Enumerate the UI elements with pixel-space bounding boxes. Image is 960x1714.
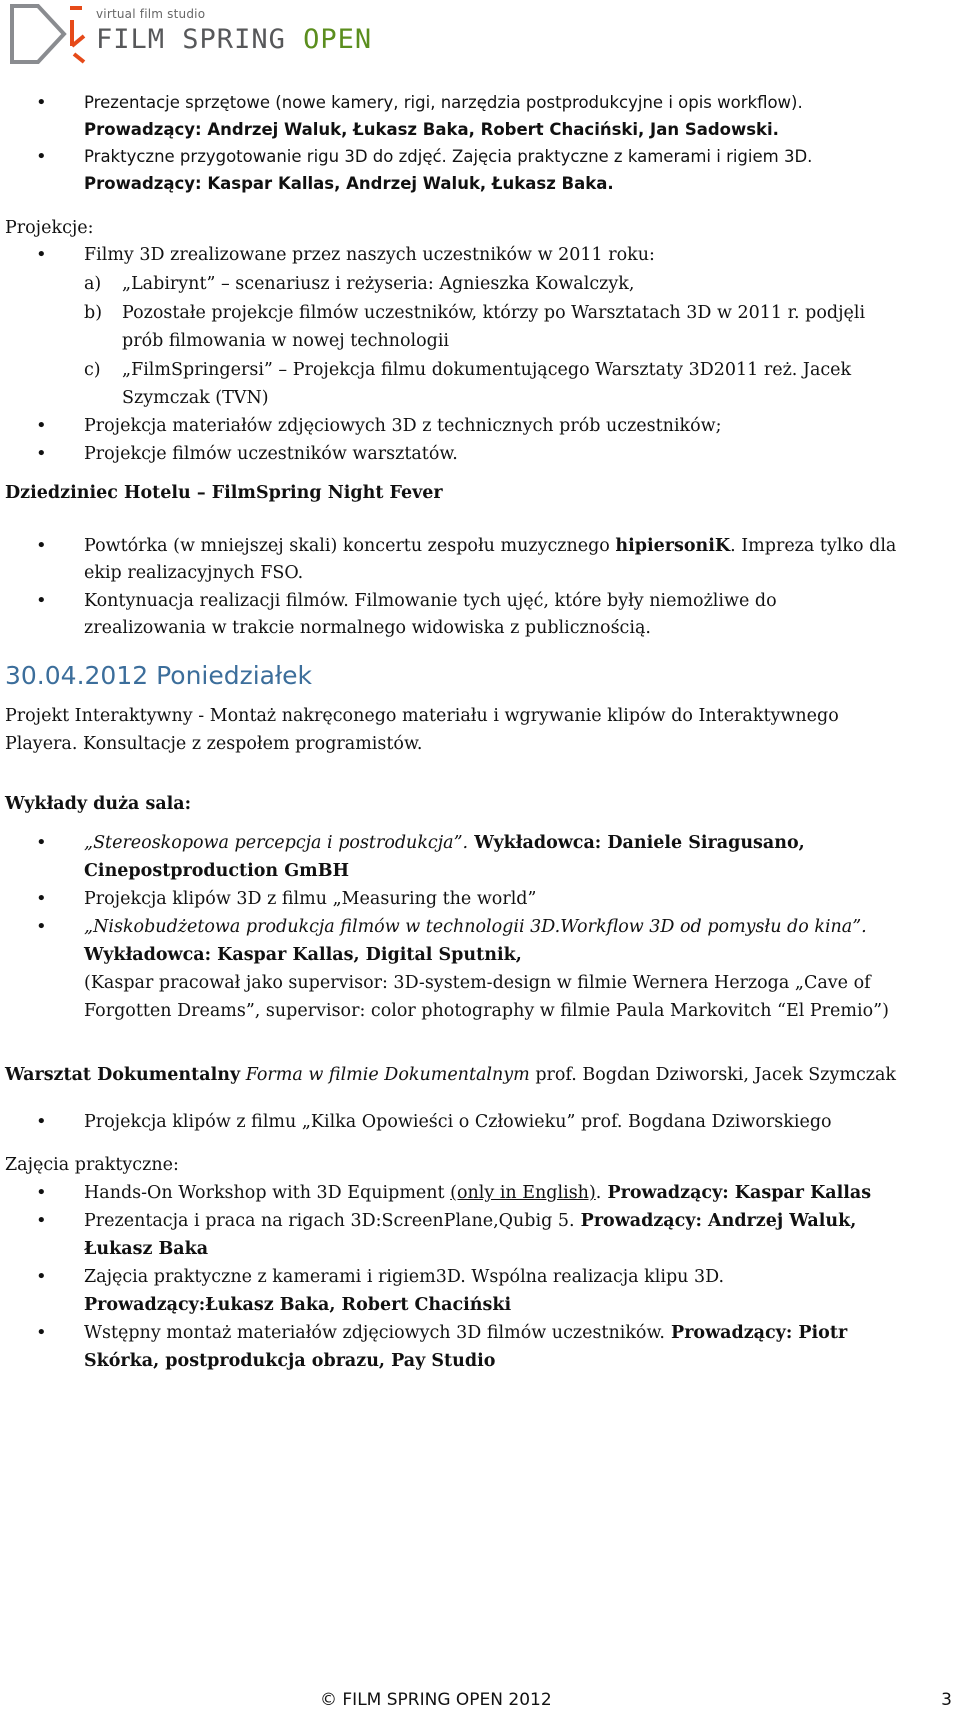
list-item: Filmy 3D zrealizowane przez naszych uczestników w 2011 roku: — [84, 245, 655, 265]
logo-wordmark — [96, 24, 372, 55]
bullet-icon: • — [36, 92, 47, 113]
paragraph-cont: Playera. Konsultacje z zespołem programistów. — [5, 734, 423, 754]
logo-word-spring: SPRING — [182, 24, 286, 55]
list-item-bold — [84, 117, 954, 143]
bullet-icon: • — [36, 535, 47, 556]
logo-word-open: OPEN — [303, 24, 373, 55]
date-day: Poniedziałek — [156, 661, 312, 690]
lecture-title: „Stereoskopowa percepcja i postrodukcja”. — [84, 833, 469, 853]
list-item: Projekcje filmów uczestników warsztatów. — [84, 444, 458, 464]
lecture-title: „Niskobudżetowa produkcja filmów w technologii 3D.Workflow 3D od pomysłu do kina”. — [84, 917, 867, 937]
logo-word-film: FILM — [96, 24, 166, 55]
sub-text-cont: Szymczak (TVN) — [122, 388, 269, 408]
section-heading-warsztat — [5, 1062, 954, 1088]
text: . Impreza tylko dla — [730, 536, 897, 556]
bullet-icon: • — [36, 244, 47, 265]
sub-text: „FilmSpringersi” – Projekcja filmu dokumentującego Warsztaty 3D2011 reż. Jacek — [122, 360, 852, 380]
list-item-bold — [84, 171, 954, 197]
list-item: Zajęcia praktyczne z kamerami i rigiem3D. Wspólna realizacja klipu 3D. — [84, 1267, 725, 1287]
bullet-icon: • — [36, 590, 47, 611]
bullet-icon: • — [36, 443, 47, 464]
list-item-cont: Forgotten Dreams”, supervisor: color photography w filmie Paula Markovitch “El Premio”) — [84, 1001, 889, 1021]
bullet-icon: • — [36, 888, 47, 909]
text: Powtórka (w mniejszej skali) koncertu zespołu muzycznego — [84, 536, 616, 556]
list-item-cont: zrealizowania w trakcie normalnego widowiska z publicznością. — [84, 618, 651, 638]
presenters: Skórka, postprodukcja obrazu, Pay Studio — [84, 1351, 496, 1371]
logo — [8, 2, 373, 68]
list-item — [84, 533, 954, 559]
language-note: (only in English) — [450, 1183, 596, 1203]
list-item — [84, 830, 954, 856]
sub-item-b — [84, 300, 954, 326]
list-item-cont — [84, 1236, 954, 1262]
text: . — [595, 1183, 602, 1203]
list-item: Projekcja materiałów zdjęciowych 3D z technicznych prób uczestników; — [84, 416, 722, 436]
lecturer: Wykładowca: Kaspar Kallas, Digital Sputnik, — [84, 945, 522, 965]
list-item — [84, 914, 954, 940]
text: Wstępny montaż materiałów zdjęciowych 3D filmów uczestników. — [84, 1323, 665, 1343]
presenters: Łukasz Baka — [84, 1239, 209, 1259]
list-item: Praktyczne przygotowanie rigu 3D do zdjęć. Zajęcia praktyczne z kamerami i rigiem 3D. — [84, 147, 813, 166]
paragraph: Projekt Interaktywny - Montaż nakręconego materiału i wgrywanie klipów do Interaktywnego — [5, 706, 839, 726]
band-name: hipiersoniK — [615, 536, 731, 556]
list-item-cont — [84, 1292, 954, 1318]
sub-item-c — [84, 357, 954, 383]
presenters: Prowadzący: Piotr — [664, 1323, 848, 1343]
sub-item-a — [84, 271, 954, 297]
list-item-cont — [84, 1348, 954, 1374]
bullet-icon: • — [36, 832, 47, 853]
company: Cinepostproduction GmBH — [84, 861, 350, 881]
sub-text: „Labirynt” – scenariusz i reżyseria: Agnieszka Kowalczyk, — [122, 274, 635, 294]
heading-bold: Warsztat Dokumentalny — [5, 1065, 241, 1085]
bullet-icon: • — [36, 415, 47, 436]
text: Hands-On Workshop with 3D Equipment — [84, 1183, 451, 1203]
presenters: Prowadzący:Łukasz Baka, Robert Chaciński — [84, 1295, 512, 1315]
logo-tagline: virtual film studio — [96, 7, 206, 21]
date-number: 30.04.2012 — [5, 661, 149, 690]
list-item-cont: (Kaspar pracował jako supervisor: 3D-system-design w filmie Wernera Herzoga „Cave of — [84, 973, 871, 993]
list-item-cont — [84, 858, 954, 884]
section-heading-wyklady — [5, 791, 954, 817]
footer-copyright: © FILM SPRING OPEN 2012 — [320, 1690, 552, 1710]
bullet-icon: • — [36, 1182, 47, 1203]
list-item — [84, 1180, 954, 1206]
section-heading-projekcje: Projekcje: — [5, 218, 94, 238]
presenters: Prowadzący: Kaspar Kallas, Andrzej Waluk, Łukasz Baka. — [84, 174, 614, 193]
presenters: Prowadzący: Andrzej Waluk, — [574, 1211, 857, 1231]
presenters: Prowadzący: Andrzej Waluk, Łukasz Baka, Robert Chaciński, Jan Sadowski. — [84, 120, 779, 139]
lecturer: Wykładowca: Daniele Siragusano, — [468, 833, 805, 853]
logo-mark-icon — [8, 2, 88, 66]
date-heading — [5, 660, 954, 692]
heading-text: Wykłady duża sala: — [5, 794, 192, 814]
bullet-icon: • — [36, 1111, 47, 1132]
sub-label: a) — [84, 274, 102, 294]
sub-label: b) — [84, 303, 103, 323]
section-heading-dziedziniec — [5, 480, 954, 506]
presenters: Prowadzący: Kaspar Kallas — [601, 1183, 872, 1203]
bullet-icon: • — [36, 1210, 47, 1231]
text: Prezentacja i praca na rigach 3D:ScreenPlane,Qubig 5. — [84, 1211, 575, 1231]
list-item: Projekcja klipów z filmu „Kilka Opowieści o Człowieku” prof. Bogdana Dziworskiego — [84, 1112, 832, 1132]
heading-rest: prof. Bogdan Dziworski, Jacek Szymczak — [529, 1065, 897, 1085]
section-heading-zajecia: Zajęcia praktyczne: — [5, 1155, 179, 1175]
bullet-icon: • — [36, 1322, 47, 1343]
bullet-icon: • — [36, 916, 47, 937]
list-item: Prezentacje sprzętowe (nowe kamery, rigi, narzędzia postprodukcyjne i opis workflow). — [84, 93, 803, 112]
list-item — [84, 1320, 954, 1346]
list-item-cont — [84, 942, 954, 968]
list-item — [84, 1208, 954, 1234]
heading-italic: Forma w filmie Dokumentalnym — [240, 1065, 530, 1085]
bullet-icon: • — [36, 1266, 47, 1287]
sub-label: c) — [84, 360, 101, 380]
list-item: Projekcja klipów 3D z filmu „Measuring the world” — [84, 889, 537, 909]
heading-text: Dziedziniec Hotelu – FilmSpring Night Fever — [5, 483, 443, 503]
bullet-icon: • — [36, 146, 47, 167]
list-item: Kontynuacja realizacji filmów. Filmowanie tych ujęć, które były niemożliwe do — [84, 591, 777, 611]
list-item-cont: ekip realizacyjnych FSO. — [84, 563, 304, 583]
sub-text: Pozostałe projekcje filmów uczestników, którzy po Warsztatach 3D w 2011 r. podjęli — [122, 303, 866, 323]
page-number: 3 — [941, 1690, 952, 1710]
sub-text-cont: prób filmowania w nowej technologii — [122, 331, 450, 351]
